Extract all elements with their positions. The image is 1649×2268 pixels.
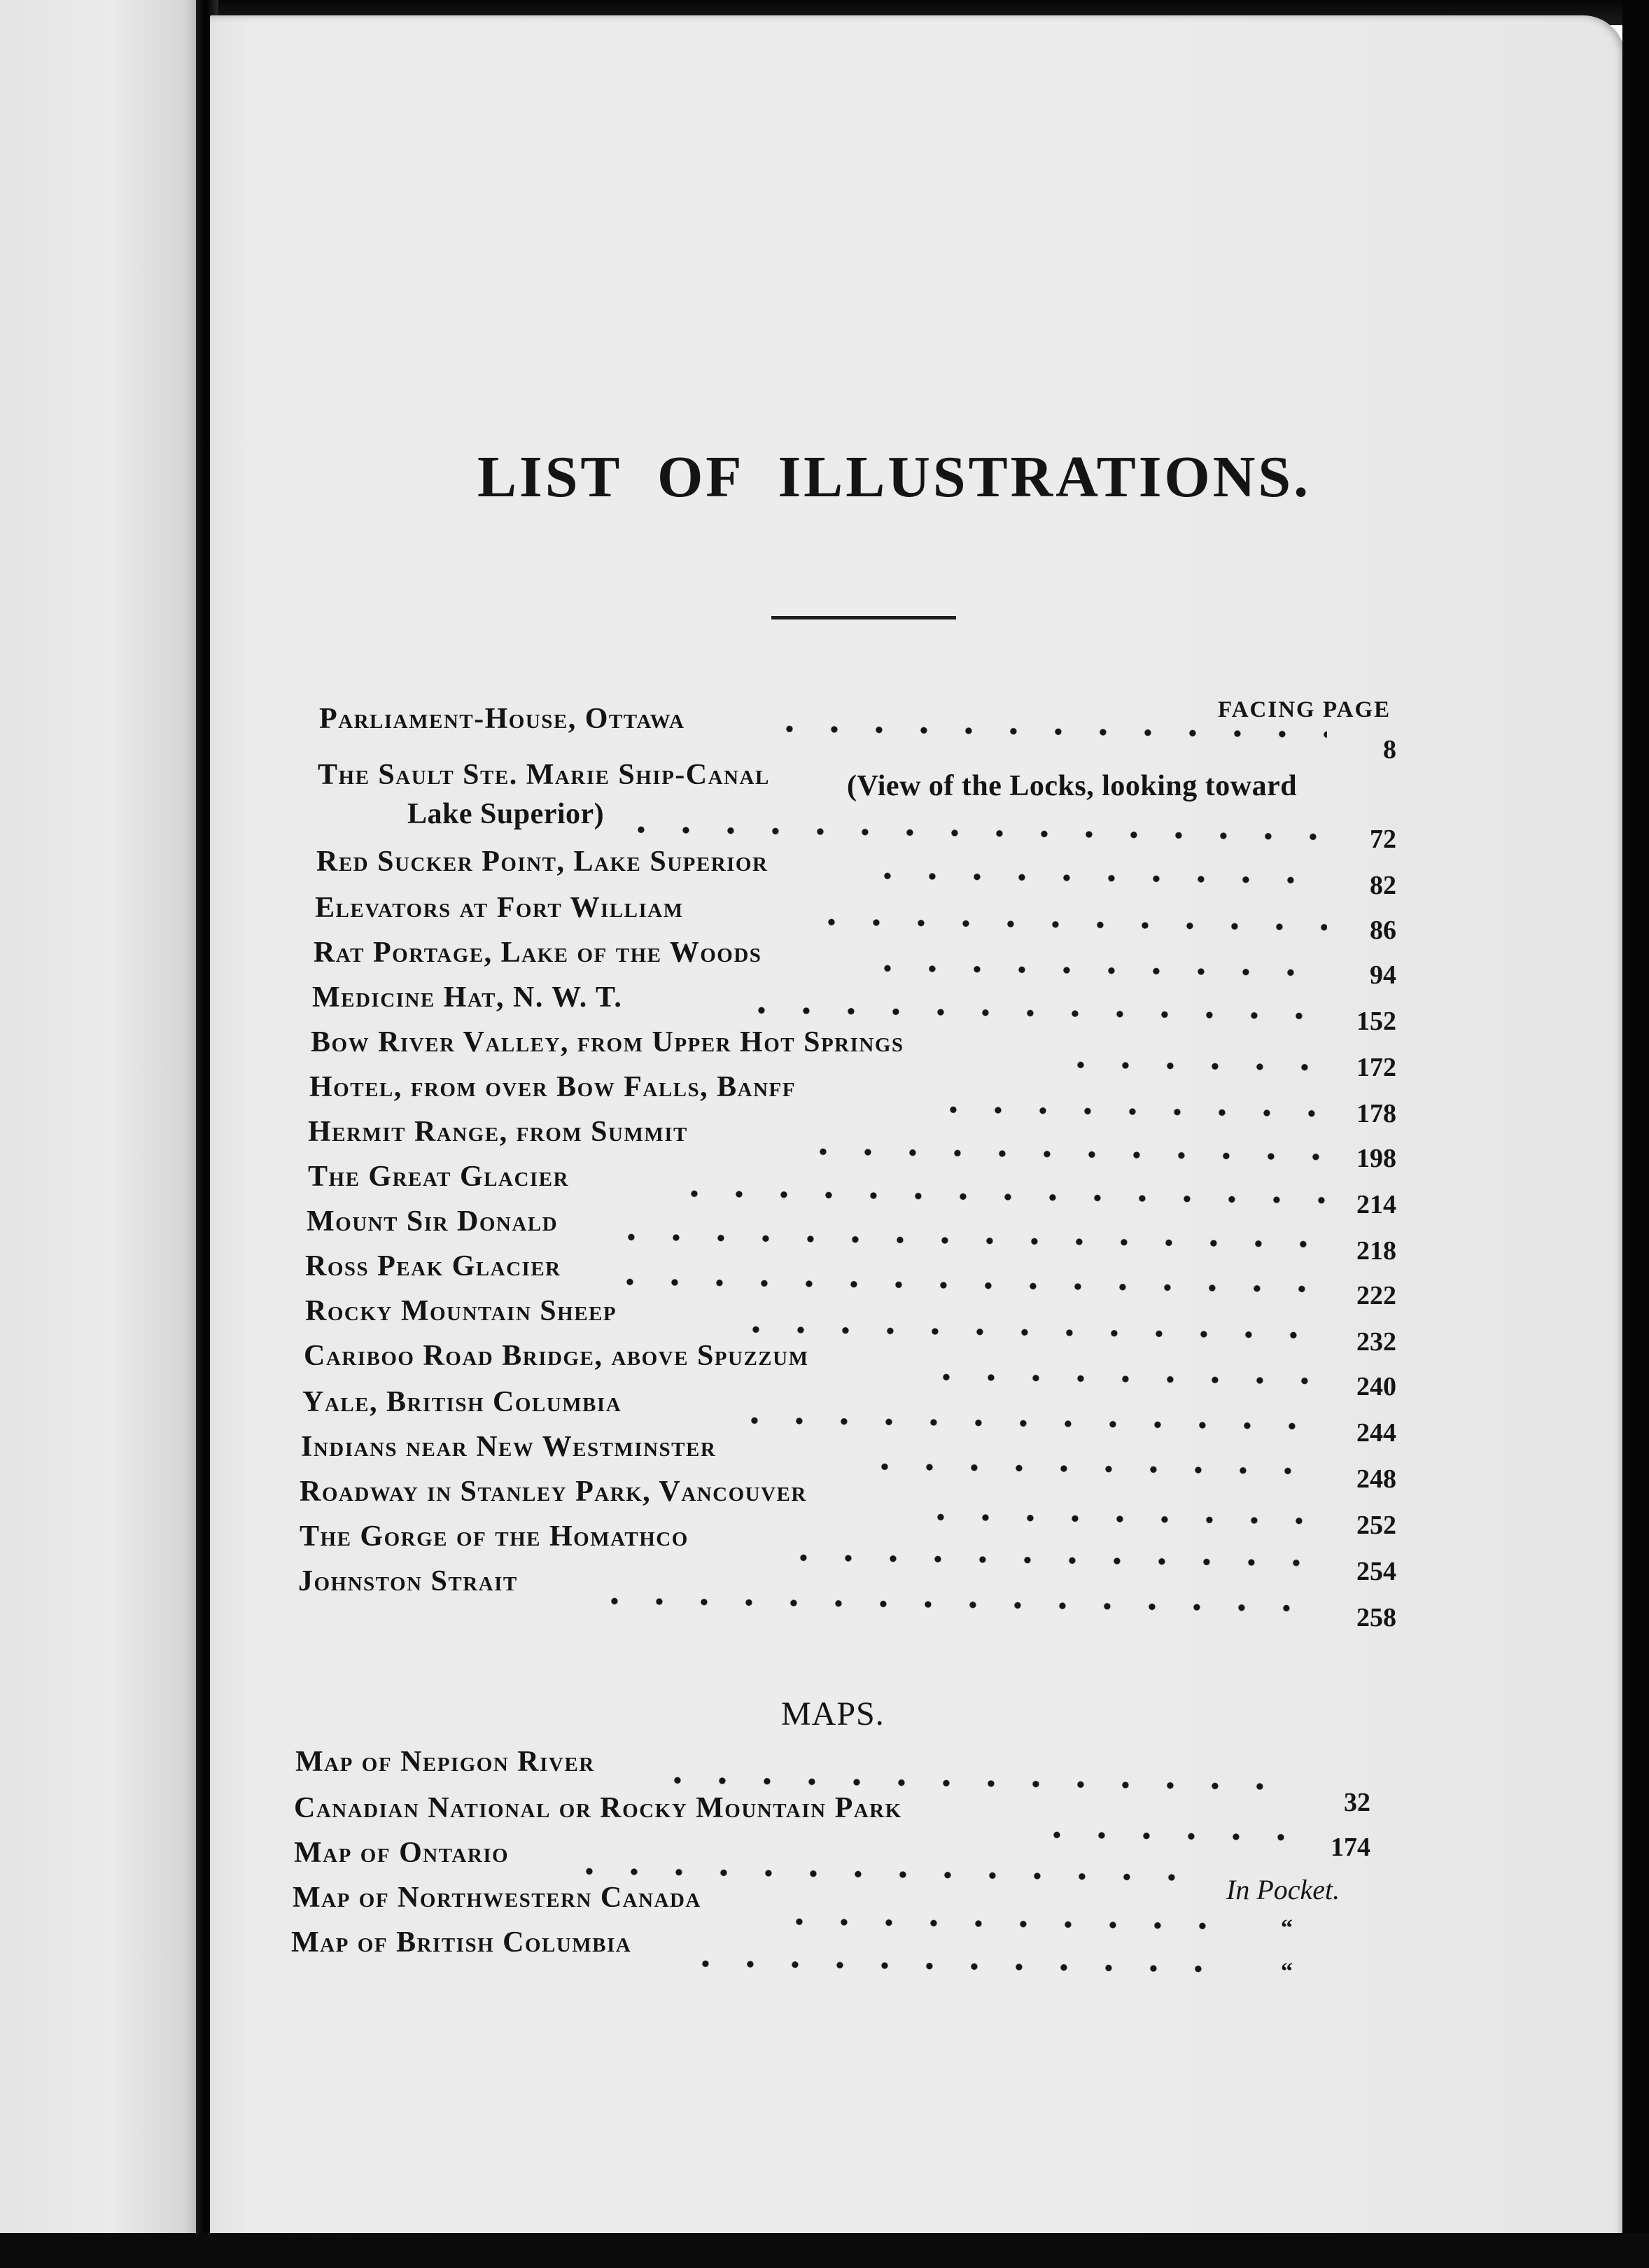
map-page-number: 32 (1344, 1788, 1370, 1817)
illustration-page-number: 254 (1356, 1557, 1396, 1586)
illustration-page-number: 248 (1356, 1464, 1396, 1494)
illustration-page-number: 172 (1356, 1053, 1396, 1082)
illustration-page-number: 94 (1370, 960, 1396, 990)
illustration-page-number: 82 (1370, 871, 1396, 900)
illustration-title: Johnston Strait (298, 1565, 518, 1597)
illustration-title: Rocky Mountain Sheep (305, 1295, 617, 1327)
illustration-page-number: 178 (1356, 1099, 1396, 1128)
map-title: Map of British Columbia (291, 1926, 632, 1959)
illustration-page-number: 240 (1356, 1372, 1396, 1401)
illustration-page-number: 244 (1356, 1418, 1396, 1448)
illustration-title: The Gorge of the Homathco (300, 1520, 689, 1553)
illustration-title-line2: Lake Superior) (407, 798, 605, 830)
illustration-page-number: 232 (1356, 1327, 1396, 1357)
scan-right-edge (1622, 0, 1649, 2268)
map-title: Map of Northwestern Canada (293, 1882, 701, 1914)
maps-heading: MAPS. (781, 1695, 885, 1732)
illustration-title: Bow River Valley, from Upper Hot Springs (311, 1026, 904, 1058)
illustration-title: Cariboo Road Bridge, above Spuzzum (304, 1340, 809, 1372)
illustration-page-number: 214 (1356, 1190, 1396, 1219)
illustration-title: Roadway in Stanley Park, Vancouver (300, 1476, 807, 1508)
illustration-title: Yale, British Columbia (302, 1386, 622, 1418)
illustration-title: The Sault Ste. Marie Ship-Canal (318, 759, 770, 791)
map-location-note: In Pocket. (1226, 1874, 1340, 1905)
map-title: Map of Ontario (294, 1837, 510, 1869)
scan-bottom-edge (0, 2233, 1649, 2268)
facing-left-page (0, 0, 200, 2268)
map-page-number: 174 (1331, 1833, 1370, 1862)
illustration-page-number: 252 (1356, 1511, 1396, 1540)
illustration-title: Elevators at Fort William (315, 892, 684, 924)
ditto-mark: “ (1281, 1959, 1293, 1984)
illustration-title: The Great Glacier (308, 1161, 569, 1193)
illustration-title: Indians near New Westminster (301, 1431, 717, 1463)
illustration-title: Medicine Hat, N. W. T. (312, 981, 623, 1014)
illustration-page-number: 222 (1356, 1281, 1396, 1310)
illustration-title: Rat Portage, Lake of the Woods (314, 937, 762, 969)
illustration-title: Hermit Range, from Summit (308, 1116, 688, 1148)
illustration-title: Mount Sir Donald (307, 1205, 559, 1238)
illustration-title: Parliament-House, Ottawa (319, 703, 685, 735)
illustration-page-number: 218 (1356, 1236, 1396, 1266)
facing-page-label: FACING PAGE (1218, 697, 1391, 722)
title-rule (771, 616, 956, 620)
illustration-title-continued: (View of the Locks, looking toward (847, 770, 1298, 802)
illustration-title: Hotel, from over Bow Falls, Banff (309, 1071, 796, 1103)
illustration-page-number: 198 (1356, 1144, 1396, 1173)
illustration-page-number: 258 (1356, 1603, 1396, 1632)
map-title: Map of Nepigon River (295, 1746, 595, 1778)
ditto-mark: “ (1281, 1915, 1293, 1941)
illustration-page-number: 72 (1370, 825, 1396, 854)
illustration-title: Red Sucker Point, Lake Superior (316, 846, 769, 878)
illustration-page-number: 152 (1356, 1007, 1396, 1036)
illustration-title: Ross Peak Glacier (305, 1250, 561, 1282)
page-title: LIST OF ILLUSTRATIONS. (477, 444, 1312, 510)
illustration-page-number: 8 (1383, 735, 1396, 764)
map-title: Canadian National or Rocky Mountain Park (294, 1792, 902, 1824)
illustration-page-number: 86 (1370, 916, 1396, 945)
